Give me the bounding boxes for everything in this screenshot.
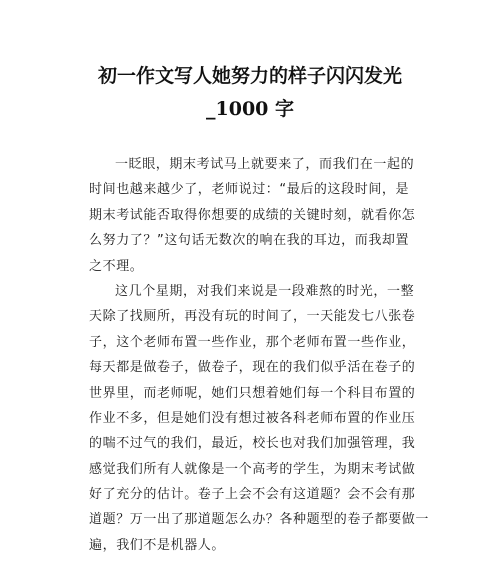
paragraph-1-line-4: 么努力了？”这句话无数次的响在我的耳边，而我却置 — [89, 233, 410, 249]
paragraph-2-line-1: 这几个星期，对我们来说是一段难熬的时光，一整 — [115, 283, 415, 299]
article-title-line-2: _1000 字 — [206, 98, 294, 120]
paragraph-2-line-10: 道题？万一出了那道题怎么办？各种题型的卷子都要做一 — [89, 512, 430, 528]
paragraph-2-line-4: 每天都是做卷子，做卷子，现在的我们似乎活在卷子的 — [89, 360, 416, 376]
article-title-line-1: 初一作文写人她努力的样子闪闪发光 — [97, 65, 402, 87]
article-title — [0, 60, 500, 126]
paragraph-1-line-5: 之不理。 — [89, 258, 144, 274]
paragraph-2-line-3: 子，这个老师布置一些作业，那个老师布置一些作业， — [89, 334, 416, 350]
paragraph-1-line-1: 一眨眼，期末考试马上就要来了，而我们在一起的 — [115, 157, 415, 172]
paragraph-2-line-9: 好了充分的估计。卷子上会不会有这道题？会不会有那 — [89, 487, 416, 503]
paragraph-2-line-6: 作业不多，但是她们没有想过被各科老师布置的作业压 — [89, 410, 416, 426]
paragraph-2-line-8: 感觉我们所有人就像是一个高考的学生，为期末考试做 — [89, 461, 416, 477]
paragraph-2-line-11: 遍，我们不是机器人。 — [89, 537, 226, 553]
paragraph-2-line-5: 世界里，而老师呢，她们只想着她们每一个科目布置的 — [89, 385, 416, 401]
paragraph-1-line-3: 期末考试能否取得你想要的成绩的关键时刻，就看你怎 — [89, 207, 416, 223]
article-body — [89, 152, 430, 558]
paragraph-2-line-2: 天除了找厕所，再没有玩的时间了，一天能发七八张卷 — [89, 309, 416, 325]
paragraph-1-line-2: 时间也越来越少了，老师说过：“最后的这段时间，是 — [89, 182, 410, 198]
paragraph-2-line-7: 的喘不过气的我们，最近，校长也对我们加强管理，我 — [89, 436, 416, 452]
